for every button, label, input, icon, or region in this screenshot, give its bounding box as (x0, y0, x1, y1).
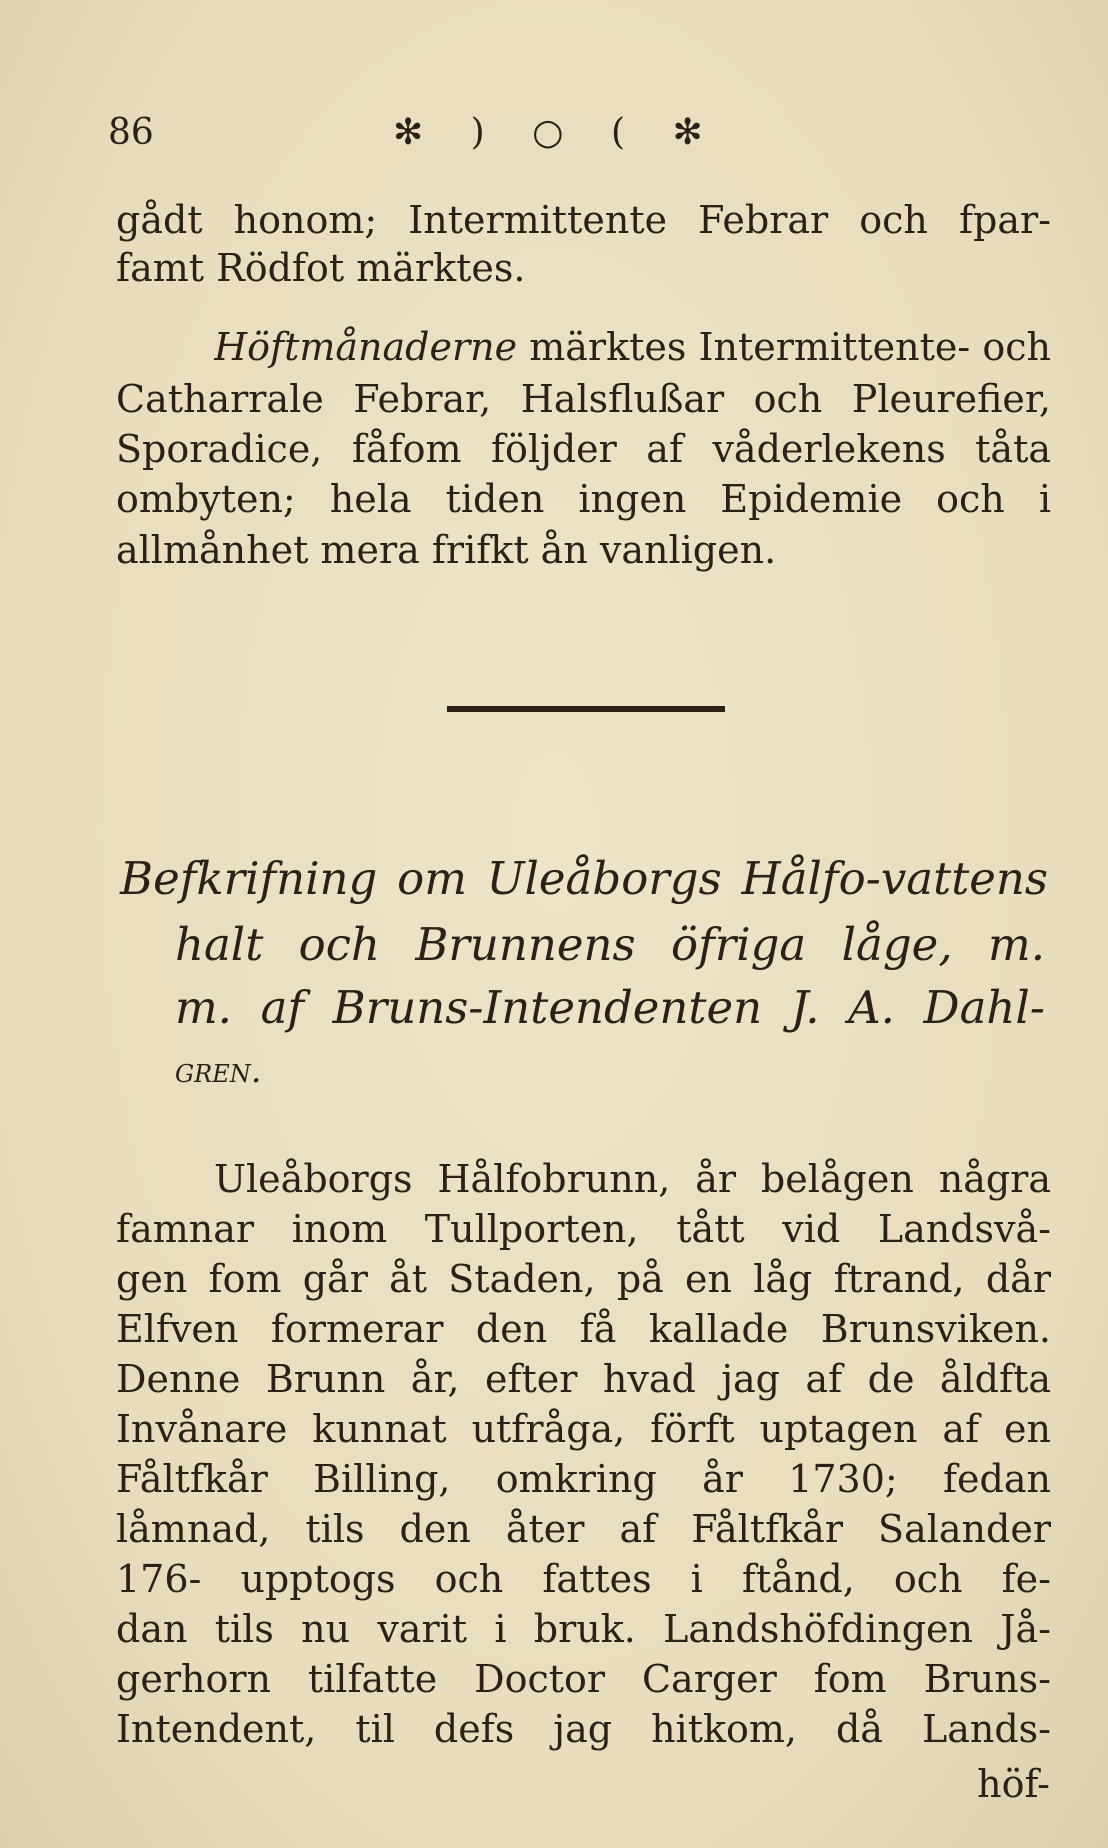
page-number: 86 (108, 112, 154, 153)
section-divider (447, 706, 725, 712)
text-line: dan tils nu varit i bruk. Landshöfdingen Jå- (116, 1607, 1051, 1651)
text-line: Elfven formerar den få kallade Brunsviken. (116, 1307, 1051, 1351)
text-line: gerhorn tilfatte Doctor Carger fom Bruns- (116, 1657, 1051, 1701)
text-line: Fåltfkår Billing, omkring år 1730; fedan (116, 1457, 1051, 1501)
text-line: Invånare kunnat utfråga, förft uptagen af en (116, 1407, 1051, 1451)
text-line: allmånhet mera frifkt ån vanligen. (116, 528, 777, 572)
text-line: famt Rödfot märktes. (116, 246, 526, 290)
text-span: märktes Intermittente- och (517, 325, 1051, 369)
text-line: Intendent, til defs jag hitkom, då Lands- (116, 1707, 1051, 1751)
text-line: 176- upptogs och fattes i ftånd, och fe- (116, 1557, 1051, 1601)
section-heading-line: halt och Brunnens öfriga låge, m. (175, 918, 1045, 971)
italic-term: Höftmånaderne (214, 325, 518, 369)
text-line: Denne Brunn år, efter hvad jag af de åldfta (116, 1357, 1051, 1401)
text-line: famnar inom Tullporten, tått vid Landsvå- (116, 1207, 1051, 1251)
text-line: gen fom går åt Staden, på en låg ftrand, dår (116, 1257, 1051, 1301)
page-header (108, 112, 1008, 162)
text-line: gådt honom; Intermittente Febrar och fpar- (116, 198, 1051, 242)
text-line: ombyten; hela tiden ingen Epidemie och i (116, 477, 1051, 521)
catchword: höf- (977, 1762, 1050, 1806)
text-line: låmnad, tils den åter af Fåltfkår Salander (116, 1507, 1051, 1551)
section-heading-line: m. af Bruns-Intendenten J. A. Dahl- (175, 981, 1045, 1034)
text-line: Sporadice, fåfom följder af våderlekens tåta (116, 427, 1051, 471)
section-heading-line: Befkrifning om Uleåborgs Hålfo-vattens (120, 852, 1048, 905)
text-line (214, 323, 1051, 371)
text-line: Uleåborgs Hålfobrunn, år belågen några (214, 1157, 1051, 1201)
text-line: Catharrale Febrar, Halsflußar och Pleurefier, (116, 377, 1051, 421)
section-heading-line: gren. (175, 1051, 262, 1091)
header-ornament: ✻ ) ○ ( ✻ (393, 112, 721, 153)
